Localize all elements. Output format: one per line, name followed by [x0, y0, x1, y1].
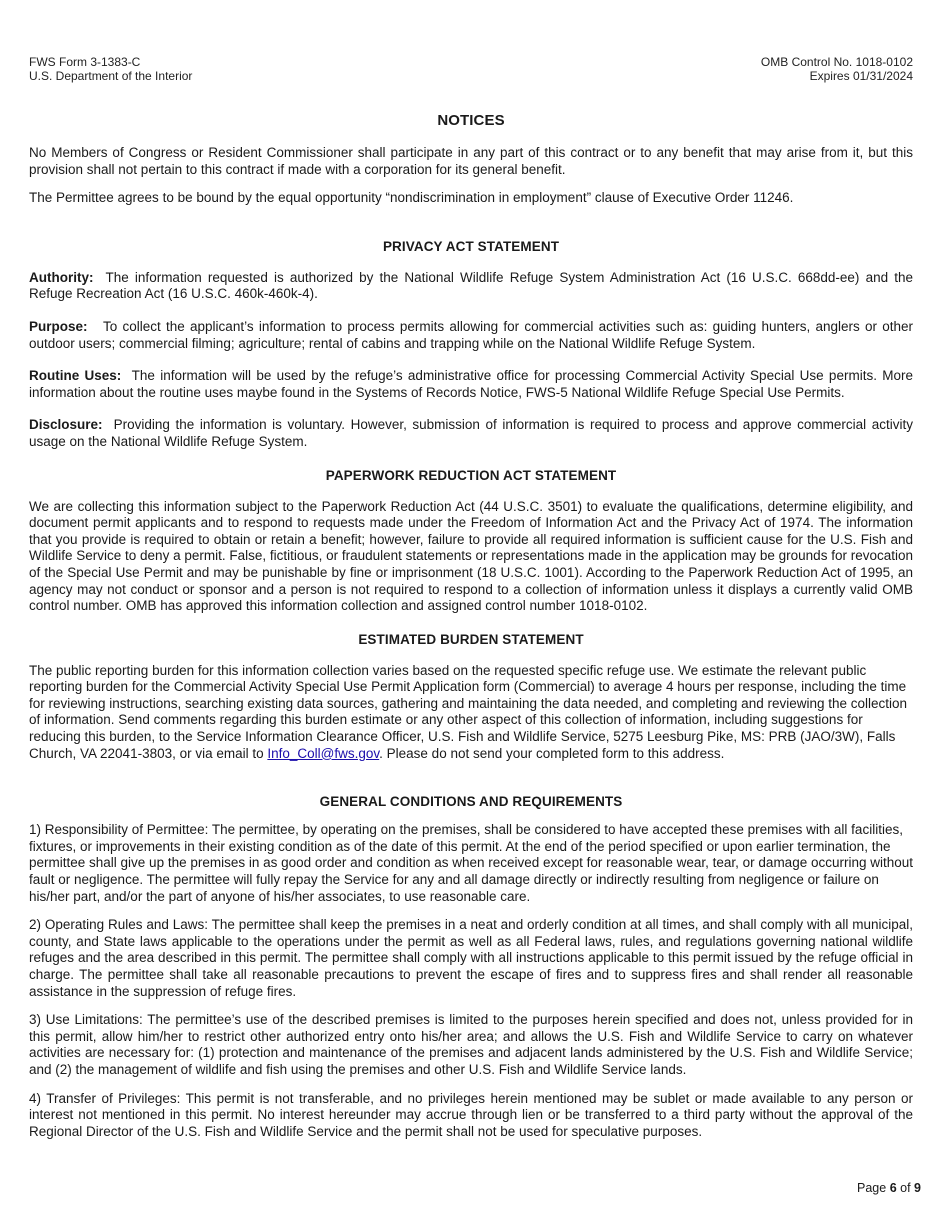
privacy-authority: [29, 270, 913, 303]
notices-heading: NOTICES: [437, 112, 505, 129]
page-of: of: [900, 1181, 911, 1195]
general-conditions-heading: GENERAL CONDITIONS AND REQUIREMENTS: [319, 794, 623, 810]
expiration-date: Expires 01/31/2024: [809, 69, 913, 83]
page-header: [29, 55, 913, 83]
privacy-routine-uses: [29, 368, 913, 401]
purpose-label: Purpose:: [29, 318, 88, 334]
paperwork-reduction-heading: PAPERWORK REDUCTION ACT STATEMENT: [325, 467, 617, 483]
privacy-purpose: [29, 319, 913, 352]
info-coll-email-link[interactable]: Info_Coll@fws.gov: [267, 745, 380, 761]
department-name: U.S. Department of the Interior: [29, 69, 193, 83]
privacy-disclosure: [29, 417, 913, 450]
page-current: 6: [889, 1181, 897, 1195]
burden-text-before: The public reporting burden for this information collection varies based on the requested specific refuge use. We estimate the relevant public reporting burden for the Commercial Activity Special Use Permit Application form (Commercial) to average 4 hours per response, including the time for reviewing instructions, searching existing data sources, gathering and maintaining the data needed, and completing and reviewing the collection of information. Send comments regarding this burden estimate or any other aspect of this collection of information, including suggestions for reducing this burden, to the Service Information Clearance Officer, U.S. Fish and Wildlife Service, 5275 Leesburg Pike, MS: PRB (JAO/3W), Falls Church, VA 22041-3803, or via email to: [29, 662, 908, 761]
notices-paragraph-1: No Members of Congress or Resident Commissioner shall participate in any part of this contract or to any benefit that may arise from it, but this provision shall not pertain to this contract if made with a corporation for its general benefit.: [29, 145, 913, 177]
burden-text-after: . Please do not send your completed form to this address.: [379, 745, 725, 761]
page-number: [857, 1181, 921, 1195]
routine-uses-label: Routine Uses:: [29, 368, 122, 384]
authority-label: Authority:: [29, 269, 94, 285]
burden-statement-paragraph: [29, 663, 913, 763]
page-total: 9: [914, 1181, 921, 1195]
form-page: [29, 55, 913, 1140]
paperwork-reduction-paragraph: We are collecting this information subject to the Paperwork Reduction Act (44 U.S.C. 3501) to evaluate the qualifications, determine eligibility, and document permit applicants and to respond to requests made under the Freedom of Information Act and the Privacy Act of 1974. The information that you provide is required to obtain or retain a benefit; however, failure to provide all required information is sufficient cause for the U.S. Fish and Wildlife Service to deny a permit. False, fictitious, or fraudulent statements or representations made in the application may be grounds for revocation of the Special Use Permit and may be punishable by fine or imprisonment (18 U.S.C. 1001). According to the Paperwork Reduction Act of 1995, an agency may not conduct or sponsor and a person is not required to respond to a collection of information unless it displays a currently valid OMB control number. OMB has approved this information collection and assigned control number 1018-0102.: [29, 498, 913, 614]
privacy-act-heading: PRIVACY ACT STATEMENT: [382, 238, 560, 254]
condition-item: 3) Use Limitations: The permittee’s use of the described premises is limited to the purposes herein specified and does not, unless provided for in this permit, allow him/her to restrict other authorized entry onto his/her area; and allows the U.S. Fish and Wildlife Service to carry on whatever activities are necessary for: (1) protection and maintenance of the premises and adjacent lands administered by the U.S. Fish and Wildlife Service; and (2) the management of wildlife and fish using the premises and other U.S. Fish and Wildlife Service lands.: [29, 1012, 913, 1077]
routine-uses-text: The information will be used by the refuge’s administrative office for processing Commercial Activity Special Use permits. More information about the routine uses maybe found in the Systems of Records Notice, FWS-5 National Wildlife Refuge Special Use Permits.: [29, 368, 913, 400]
omb-control-number: OMB Control No. 1018-0102: [760, 55, 913, 69]
condition-item: 4) Transfer of Privileges: This permit is not transferable, and no privileges herein mentioned may be sublet or made available to any person or interest not mentioned in this permit. No interest hereunder may accrue through lien or be transferred to a third party without the approval of the Regional Director of the U.S. Fish and Wildlife Service and the permit shall not be used for speculative purposes.: [29, 1090, 913, 1139]
page-label: Page: [857, 1181, 887, 1195]
authority-text: The information requested is authorized by the National Wildlife Refuge System Administration Act (16 U.S.C. 668dd-ee) and the Refuge Recreation Act (16 U.S.C. 460k-460k-4).: [29, 269, 913, 302]
purpose-text: To collect the applicant’s information to process permits allowing for commercial activities such as: guiding hunters, anglers or other outdoor users; commercial filming; agriculture; rental of cabins and trapping while on the National Wildlife Refuge System.: [29, 318, 914, 351]
header-right: [761, 55, 913, 83]
form-number: FWS Form 3-1383-C: [29, 55, 141, 69]
notices-paragraph-2: The Permittee agrees to be bound by the equal opportunity “nondiscrimination in employment” clause of Executive Order 11246.: [29, 190, 794, 206]
disclosure-text: Providing the information is voluntary. However, submission of information is required to process and approve commercial activity usage on the National Wildlife Refuge System.: [29, 417, 913, 449]
disclosure-label: Disclosure:: [29, 417, 103, 433]
condition-item: 1) Responsibility of Permittee: The permittee, by operating on the premises, shall be considered to have accepted these premises with all facilities, fixtures, or improvements in their existing condition as of the date of this permit. At the end of the period specified or upon earlier termination, the permittee shall give up the premises in as good order and condition as when received except for reasonable wear, tear, or damage occurring without fault or negligence. The permittee will fully repay the Service for any and all damage directly or indirectly resulting from negligence or failure on his/her part, and/or the part of anyone of his/her associates, to use reasonable care.: [29, 822, 914, 904]
header-left: [29, 55, 192, 83]
burden-statement-heading: ESTIMATED BURDEN STATEMENT: [358, 631, 584, 647]
condition-item: 2) Operating Rules and Laws: The permittee shall keep the premises in a neat and orderly condition at all times, and shall comply with all municipal, county, and State laws applicable to the operations under the permit as well as all Federal laws, rules, and regulations governing national wildlife refuges and the area described in this permit. The permittee shall comply with all instructions applicable to this permit issued by the refuge official in charge. The permittee shall take all reasonable precautions to prevent the escape of fires and to suppress fires and shall render all reasonable assistance in the suppression of refuge fires.: [29, 917, 913, 999]
